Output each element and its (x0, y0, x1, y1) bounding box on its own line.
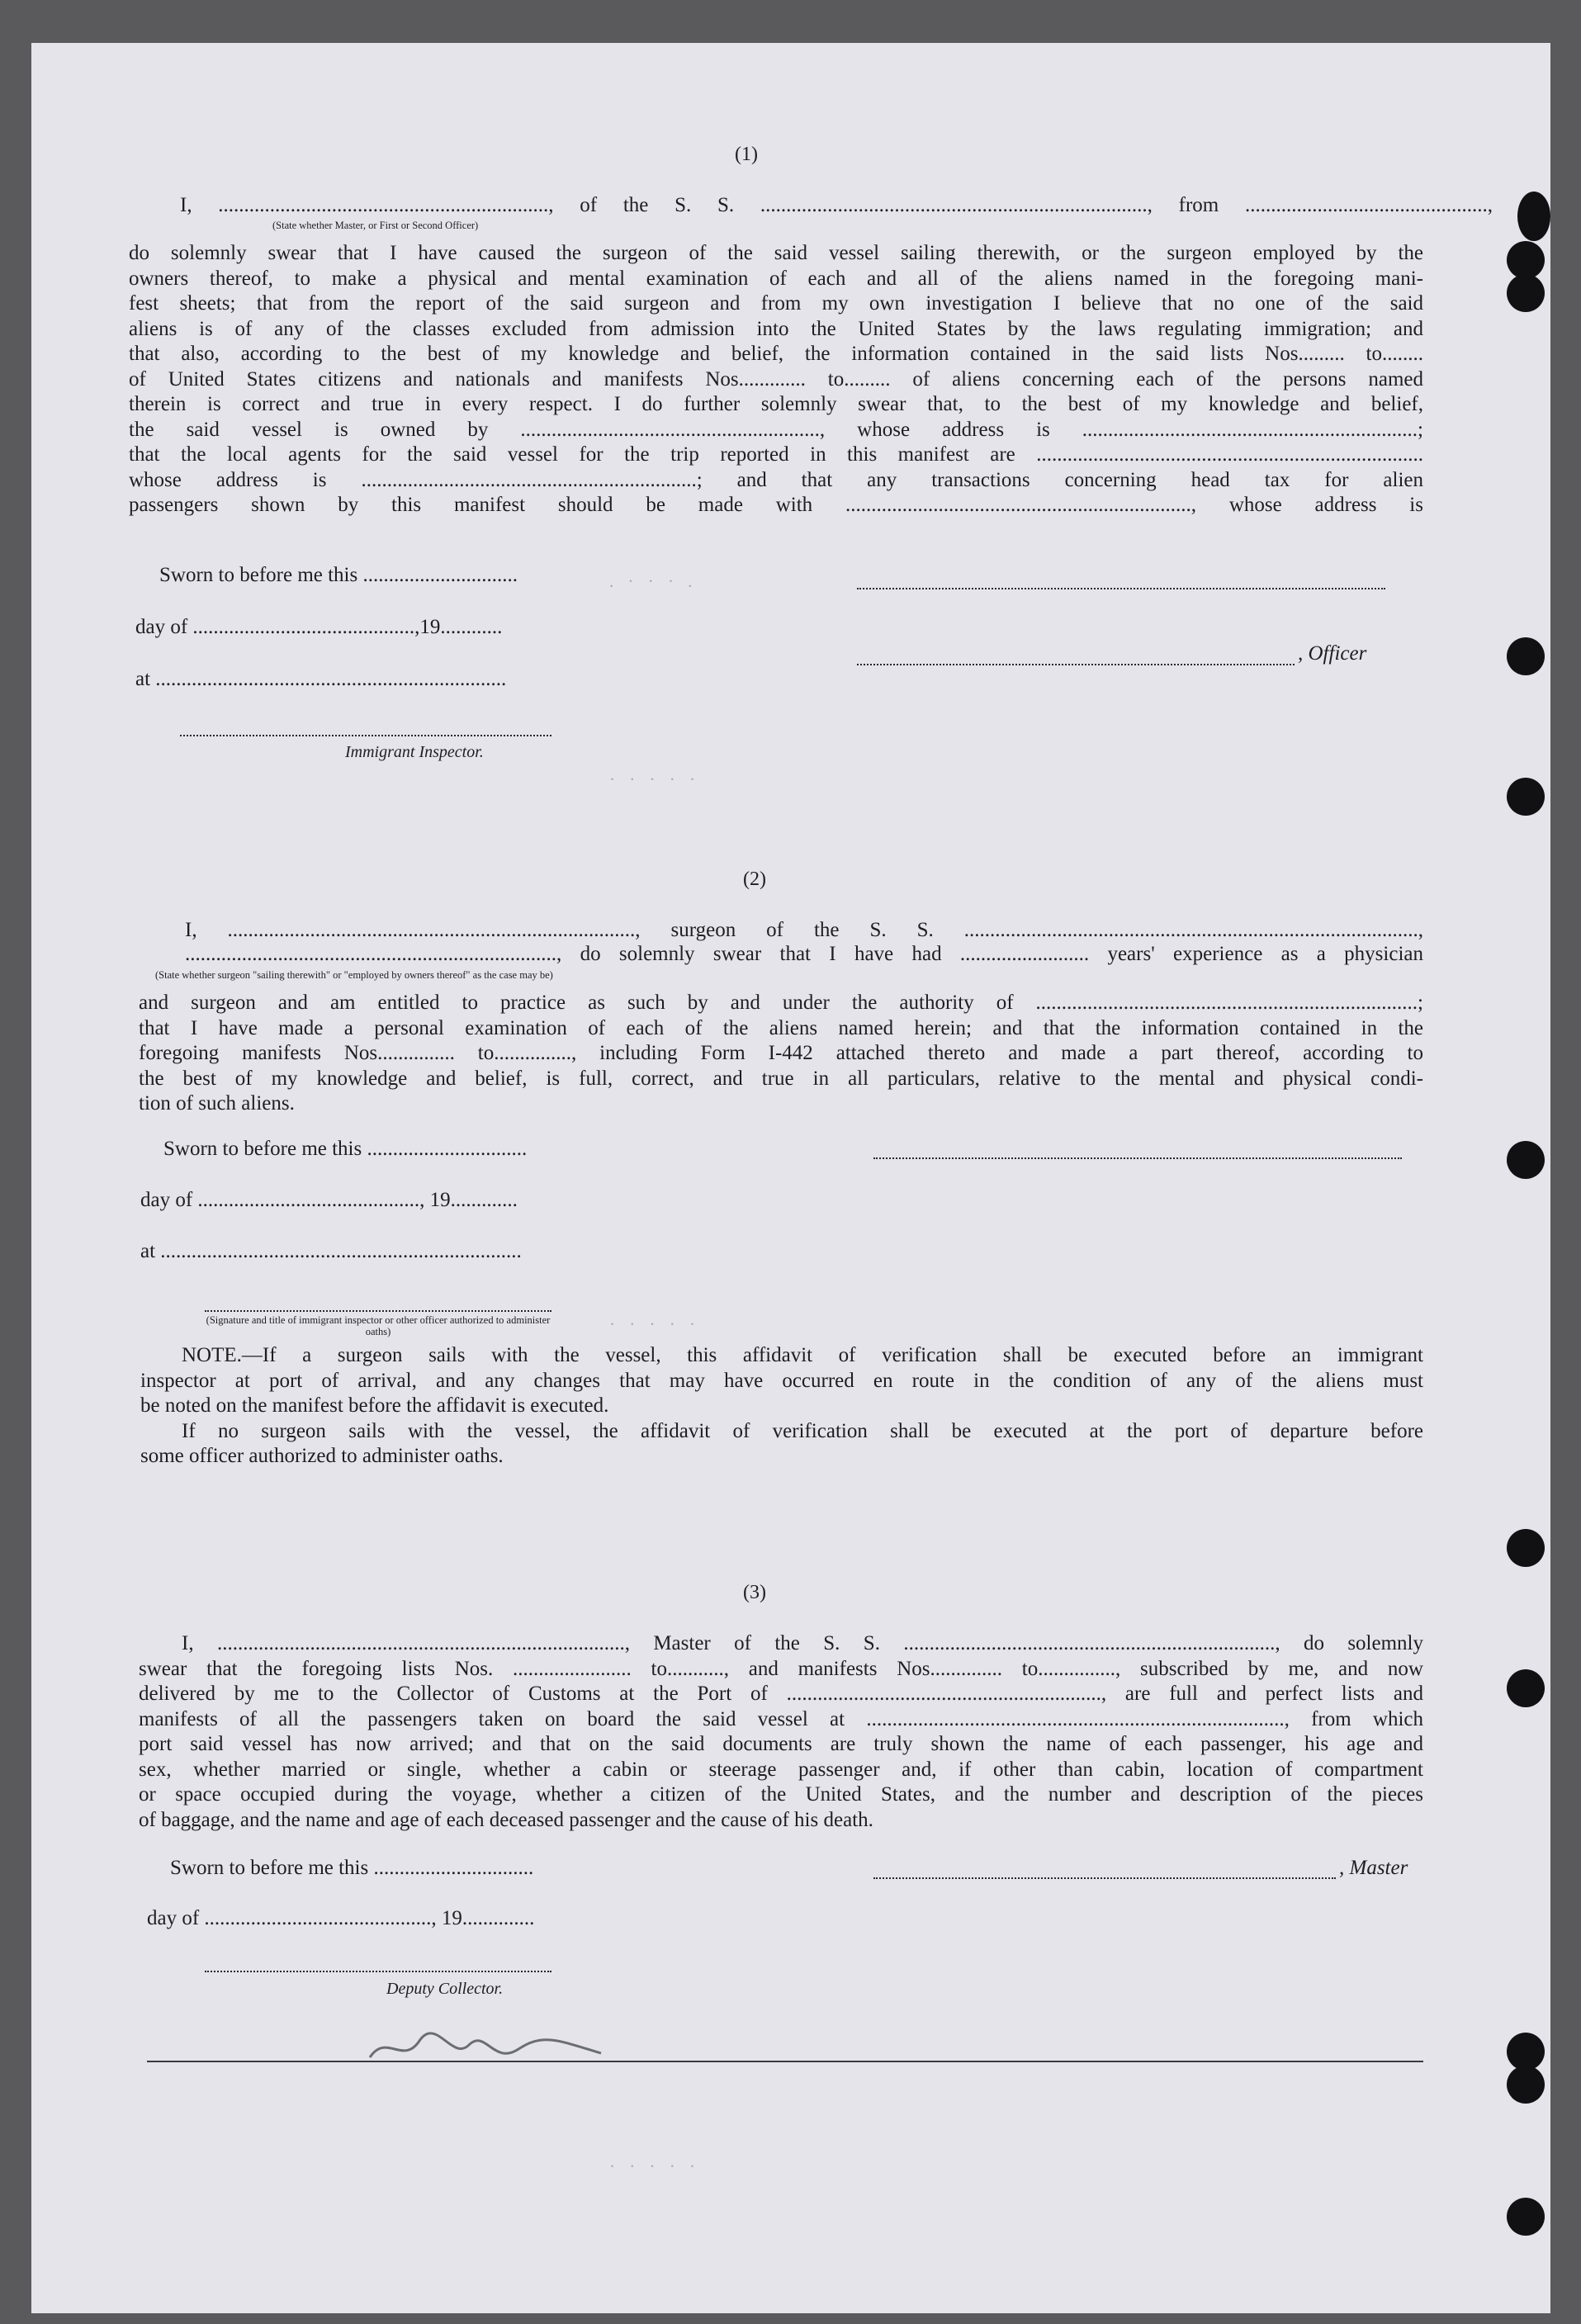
oath-line: therein is correct and true in every respect. I do further solemnly swear that, to the best of my knowledge and belief, (129, 393, 1423, 415)
punch-hole (1507, 778, 1545, 816)
punch-hole-edge (1517, 192, 1550, 241)
oath-line: the said vessel is owned by .........................................................., whose address is .................................................................; (129, 418, 1423, 441)
section-2-at: at ...................................................................... (140, 1240, 522, 1262)
manifest-back-page (31, 43, 1550, 2313)
section-1-oath-body (129, 241, 1423, 518)
note-line: some officer authorized to administer oaths. (140, 1445, 504, 1467)
officer-signature-line (857, 588, 1385, 589)
oath-line: port said vessel has now arrived; and that on the said documents are truly shown the name of each passenger, his age and (139, 1733, 1423, 1755)
oath-line: tion of such aliens. (139, 1092, 295, 1115)
oath-line: owners thereof, to make a physical and mental examination of each and all of the aliens named in the foregoing mani- (129, 267, 1423, 290)
oath-line: whose address is .................................................................; and that any transactions concerning head tax for alien (129, 468, 1423, 491)
punch-hole (1507, 637, 1545, 675)
oath-line: of baggage, and the name and age of each deceased passenger and the cause of his death. (139, 1808, 873, 1831)
surgeon-caption: (State whether surgeon "sailing therewith" or "employed by owners thereof" as the case may be) (155, 969, 553, 981)
section-1-at: at .................................................................... (135, 668, 507, 690)
punch-hole (1507, 2066, 1545, 2104)
master-signature-line (873, 1877, 1336, 1879)
section-1-number: (1) (735, 144, 758, 165)
note-line: NOTE.—If a surgeon sails with the vessel, this affidavit of verification shall be executed before an immigrant (182, 1344, 1423, 1366)
oath-line: I, ..............................................................................., Master of the S. S. ........................................................................, do solemnly (182, 1632, 1423, 1654)
oath-line: passengers shown by this manifest should be made with ..................................................................., whose address is (129, 494, 1423, 516)
section-2-sworn: Sworn to before me this ............................... (163, 1138, 528, 1160)
section-3-sworn: Sworn to before me this ............................... (170, 1857, 534, 1879)
oath-line: that the local agents for the said vessel for the trip reported in this manifest are ........................................................................... (129, 443, 1423, 466)
punch-hole (1507, 1529, 1545, 1567)
handwritten-signature (362, 2024, 609, 2074)
surgeon-signature-line (873, 1157, 1402, 1159)
oath-line: that I have made a personal examination of each of the aliens named herein; and that the information contained in the (139, 1016, 1423, 1039)
oath-line: or space occupied during the voyage, whether a citizen of the United States, and the number and description of the pieces (139, 1783, 1423, 1806)
immigrant-inspector-label: Immigrant Inspector. (345, 743, 484, 761)
punch-hole (1507, 274, 1545, 312)
punch-hole (1507, 1141, 1545, 1179)
section-2-day-of: day of ..........................................., 19............. (140, 1189, 518, 1211)
oath-line: manifests of all the passengers taken on board the said vessel at ................................................................................., from which (139, 1707, 1423, 1730)
deputy-collector-line (205, 1971, 551, 1972)
deputy-collector-label: Deputy Collector. (386, 1980, 504, 1998)
oath-line: foregoing manifests Nos............... to..............., including Form I-442 attached thereto and made a part thereof, according to (139, 1042, 1423, 1064)
inspector-signature-line (180, 735, 551, 736)
punch-hole (1507, 2198, 1545, 2236)
section-2-experience-line: ........................................................................, do solemnly swear that I have had ......................... years' experience as a physician (185, 943, 1423, 965)
note-line: If no surgeon sails with the vessel, the affidavit of verification shall be executed at the port of departure before (182, 1419, 1423, 1442)
note-line: be noted on the manifest before the affidavit is executed. (140, 1394, 609, 1417)
oath-line: do solemnly swear that I have caused the surgeon of the said vessel sailing therewith, or the surgeon employed by the (129, 242, 1423, 264)
oath-line: swear that the foregoing lists Nos. ....................... to..........., and manifests Nos.............. to..............., subscribed by me, and now (139, 1657, 1423, 1680)
oath-line: and surgeon and am entitled to practice as such by and under the authority of ..........................................................................; (139, 992, 1423, 1014)
section-3-number: (3) (743, 1582, 766, 1603)
section-2-inspector-line (205, 1310, 551, 1312)
note-line: inspector at port of arrival, and any changes that may have occurred en route in the condition of any of the aliens must (140, 1369, 1423, 1392)
oath-line: aliens is of any of the classes excluded from admission into the United States by the laws regulating immigration; and (129, 317, 1423, 340)
section-1-day-of: day of ...........................................,19............ (135, 616, 503, 638)
section-2-note (140, 1343, 1423, 1470)
punch-hole (1507, 1669, 1545, 1707)
section-2-number: (2) (743, 869, 766, 890)
officer-label: , Officer (1298, 642, 1367, 665)
bleed-through-mark: · · · · · (609, 769, 700, 789)
master-label: , Master (1339, 1857, 1408, 1879)
bottom-rule (147, 2061, 1423, 2062)
bleed-through-mark: . · · · . (609, 571, 698, 591)
signature-caption: (Signature and title of immigrant inspector or other officer authorized to administer oaths) (206, 1314, 551, 1337)
section-1-sworn: Sworn to before me this .............................. (159, 564, 518, 586)
bleed-through-mark: · · · · · (609, 1314, 700, 1334)
officer-name-line (857, 664, 1295, 665)
oath-line: sex, whether married or single, whether a cabin or steerage passenger and, if other than cabin, location of compartment (139, 1758, 1423, 1781)
section-2-oath-body (139, 991, 1423, 1117)
section-1-officer-line: I, ................................................................, of the S. S. ..........................................................................., from ..............................................., (180, 194, 1493, 216)
oath-line: delivered by me to the Collector of Customs at the Port of ............................................................., are full and perfect lists and (139, 1683, 1423, 1705)
section-3-oath-body (139, 1631, 1423, 1833)
oath-line: the best of my knowledge and belief, is full, correct, and true in all particulars, relative to the mental and physical condi- (139, 1067, 1423, 1090)
section-3-day-of: day of ............................................, 19.............. (147, 1907, 535, 1929)
oath-line: that also, according to the best of my knowledge and belief, the information contained in the said lists Nos......... to........ (129, 343, 1423, 365)
oath-line: fest sheets; that from the report of the said surgeon and from my own investigation I believe that no one of the said (129, 292, 1423, 315)
bleed-through-mark: · · · · · (609, 2156, 700, 2176)
officer-caption: (State whether Master, or First or Second Officer) (272, 220, 479, 231)
section-2-surgeon-line: I, ..............................................................................., surgeon of the S. S. ........................................................................................, (185, 919, 1423, 941)
oath-line: of United States citizens and nationals and manifests Nos............. to......... of aliens concerning each of the persons named (129, 367, 1423, 390)
